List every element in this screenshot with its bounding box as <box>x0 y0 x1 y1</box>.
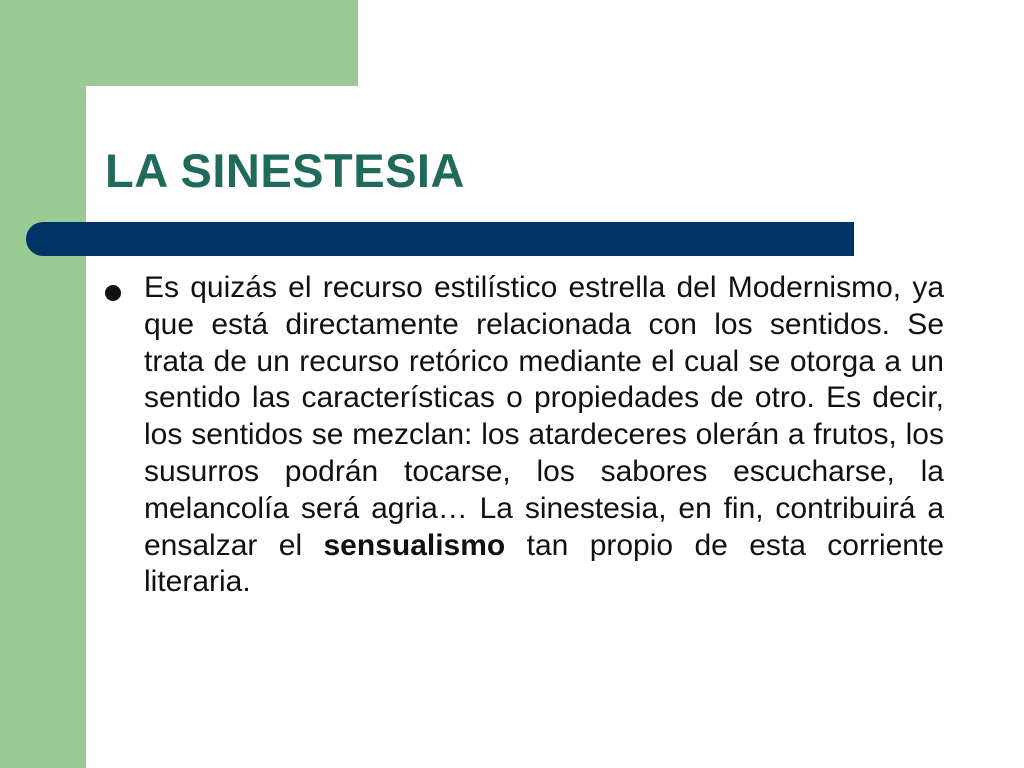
bullet-text-main: Es quizás el recurso estilístico estrella del Modernismo, ya que está directamente relacionada con los sentidos. Se trata de un recurso retórico mediante el cual se otorga a un sentido las características o propiedades de otro. Es decir, los sentidos se mezclan: los atardeceres olerán a frutos, los susurros podrán tocarse, los sabores escucharse, la melancolía será agria… La sinestesia, en fin, contribuirá a ensalzar el <box>144 271 944 562</box>
bullet-text-end: tan propio de esta corriente literaria. <box>144 528 944 599</box>
green-accent-left <box>0 0 86 768</box>
bullet-dot-icon <box>105 285 121 301</box>
slide-title: LA SINESTESIA <box>105 144 465 197</box>
bullet-item <box>105 270 945 601</box>
title-underline-bar <box>26 222 854 256</box>
slide-body <box>105 270 945 601</box>
green-accent-top <box>0 0 358 86</box>
bullet-paragraph <box>144 270 944 601</box>
bullet-text-emphasis: sensualismo <box>323 528 506 562</box>
